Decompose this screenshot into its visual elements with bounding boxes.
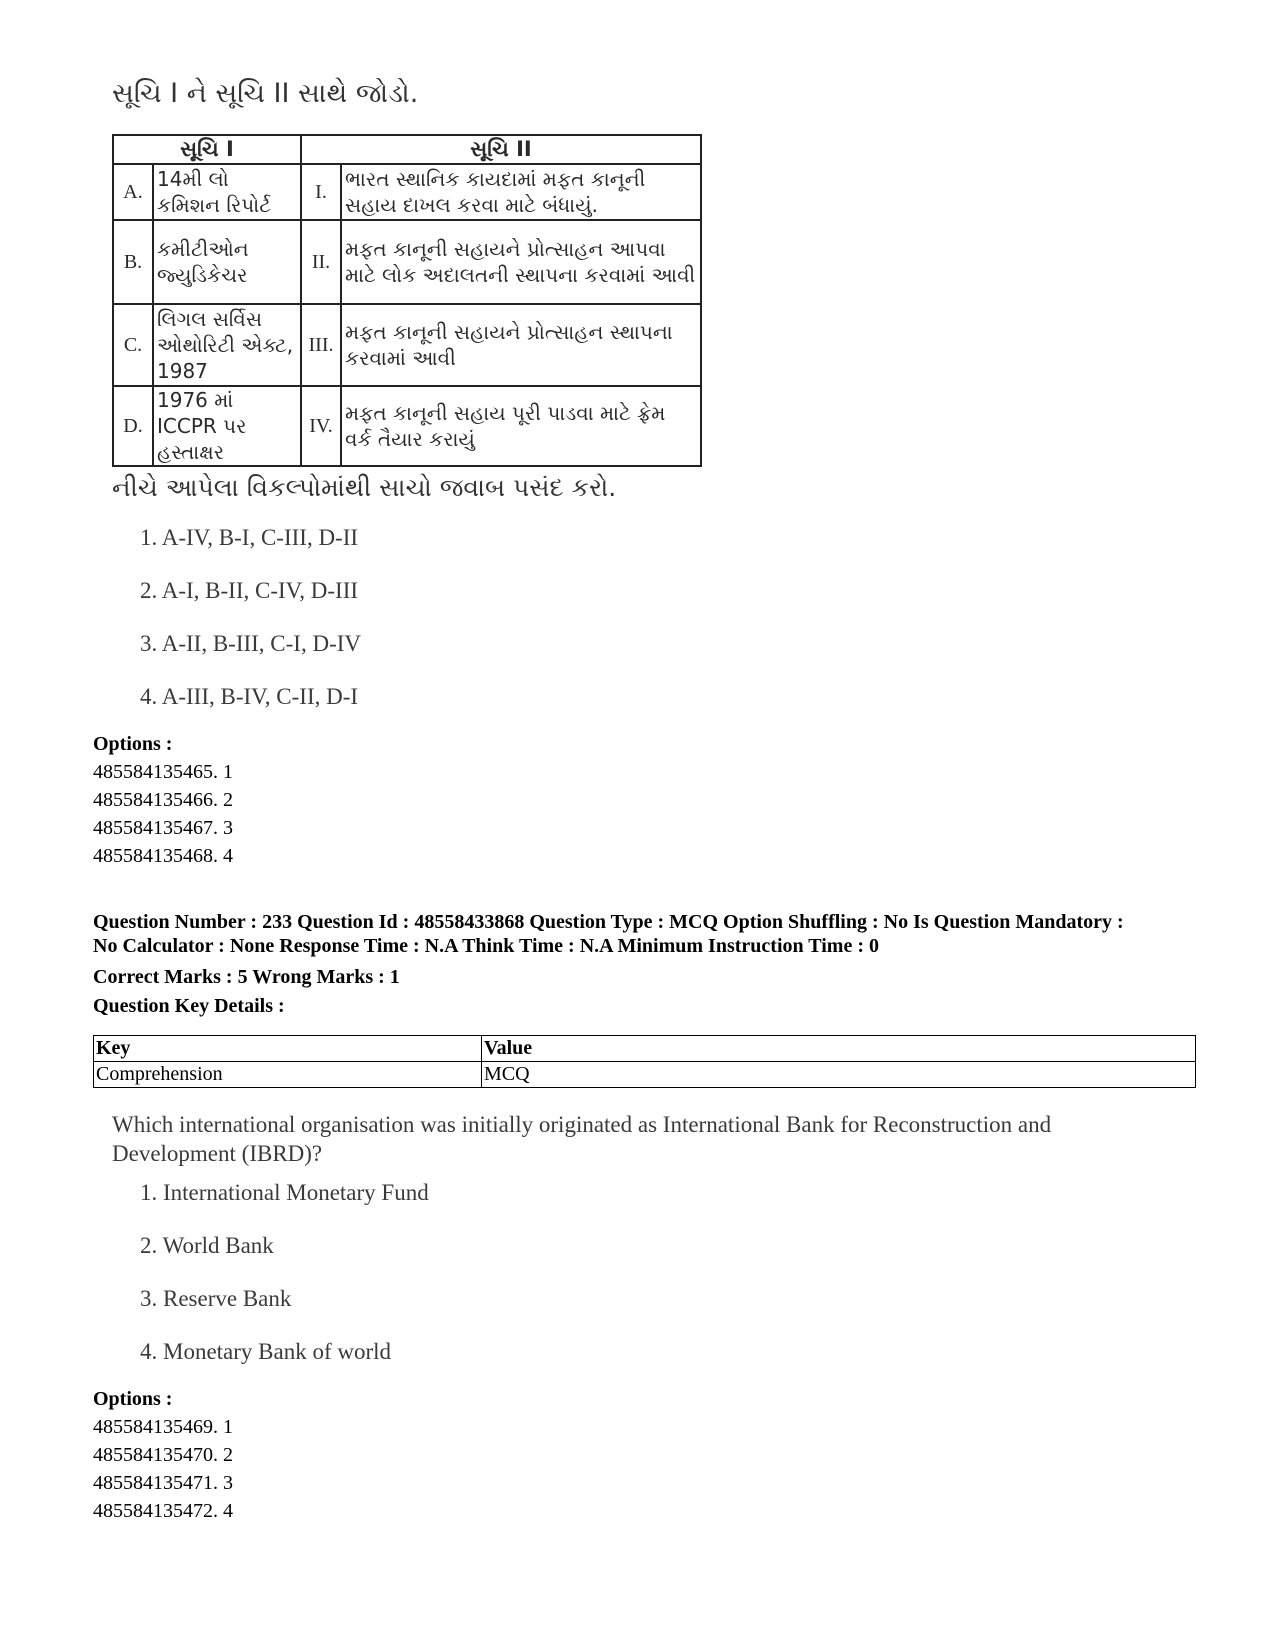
answer-choice: 3. A-II, B-III, C-I, D-IV: [140, 631, 361, 656]
match-table-header: [113, 135, 701, 164]
value-header: Value: [482, 1036, 1196, 1062]
table-row: [94, 1036, 1196, 1062]
row-label-list1: D.: [113, 386, 153, 466]
table-row: [113, 304, 701, 386]
answer-choice: 1. A-IV, B-I, C-III, D-II: [140, 525, 359, 550]
list1-item: લિગલ સર્વિસ ઓથોરિટી એક્ટ, 1987: [153, 304, 301, 386]
answer-choice: 2. A-I, B-II, C-IV, D-III: [140, 578, 359, 603]
list1-header: સૂચિ I: [113, 135, 301, 164]
option-id: 485584135465. 1: [93, 761, 233, 783]
row-label-list1: A.: [113, 164, 153, 220]
list1-item: 14મી લો કમિશન રિપોર્ટ: [153, 164, 301, 220]
list1-item: કમીટીઓન જ્યુડિકેચર: [153, 220, 301, 304]
answer-choice: 4. A-III, B-IV, C-II, D-I: [140, 684, 359, 709]
option-id: 485584135467. 3: [93, 817, 233, 839]
list2-header: સૂચિ II: [301, 135, 701, 164]
option-id: 485584135468. 4: [93, 845, 233, 867]
options-label: Options :: [93, 733, 173, 755]
option-id: 485584135469. 1: [93, 1416, 233, 1438]
match-table: [112, 134, 702, 467]
row-label-list1: B.: [113, 220, 153, 304]
key-details-table: [93, 1035, 1196, 1088]
table-row: [113, 220, 701, 304]
list2-item: ભારત સ્થાનિક કાયદામાં મફત કાનૂની સહાય દાખલ કરવા માટે બંધાયું.: [341, 164, 701, 220]
row-label-list2: III.: [301, 304, 341, 386]
question-text: Which international organisation was initially originated as International Bank for Reconstruction and Development (IBRD)?: [112, 1112, 1052, 1166]
list1-item: 1976 માં ICCPR પર હસ્તાક્ષર: [153, 386, 301, 466]
option-id: 485584135471. 3: [93, 1472, 233, 1494]
list2-item: મફત કાનૂની સહાયને પ્રોત્સાહન આપવા માટે લોક અદાલતની સ્થાપના કરવામાં આવી: [341, 220, 701, 304]
answer-choice: 2. World Bank: [140, 1233, 274, 1258]
row-label-list2: I.: [301, 164, 341, 220]
answer-choice: 1. International Monetary Fund: [140, 1180, 429, 1205]
table-row: [94, 1062, 1196, 1088]
question-meta-line: Question Number : 233 Question Id : 48558433868 Question Type : MCQ Option Shuffling : No Is Question Mandatory :: [93, 911, 1124, 933]
key-header: Key: [94, 1036, 482, 1062]
choose-answer-instruction: નીચે આપેલા વિકલ્પોમાંથી સાચો જવાબ પસંદ કરો.: [112, 473, 617, 502]
table-row: [113, 164, 701, 220]
key-cell: Comprehension: [94, 1062, 482, 1088]
row-label-list1: C.: [113, 304, 153, 386]
match-instruction: સૂચિ I ને સૂચિ II સાથે જોડો.: [112, 78, 419, 109]
question-meta: [93, 910, 1203, 958]
answer-choice: 4. Monetary Bank of world: [140, 1339, 392, 1364]
option-id: 485584135472. 4: [93, 1500, 233, 1522]
row-label-list2: IV.: [301, 386, 341, 466]
option-id: 485584135466. 2: [93, 789, 233, 811]
row-label-list2: II.: [301, 220, 341, 304]
table-row: [113, 386, 701, 466]
value-cell: MCQ: [482, 1062, 1196, 1088]
option-id: 485584135470. 2: [93, 1444, 233, 1466]
answer-choice: 3. Reserve Bank: [140, 1286, 292, 1311]
marks-info: Correct Marks : 5 Wrong Marks : 1: [93, 966, 400, 988]
list2-item: મફત કાનૂની સહાયને પ્રોત્સાહન સ્થાપના કરવામાં આવી: [341, 304, 701, 386]
key-details-label: Question Key Details :: [93, 995, 285, 1017]
list2-item: મફત કાનૂની સહાય પૂરી પાડવા માટે ફ્રેમ વર્ક તૈયાર કરાયું: [341, 386, 701, 466]
options-label: Options :: [93, 1388, 173, 1410]
question-meta-line: No Calculator : None Response Time : N.A Think Time : N.A Minimum Instruction Time : 0: [93, 935, 879, 957]
